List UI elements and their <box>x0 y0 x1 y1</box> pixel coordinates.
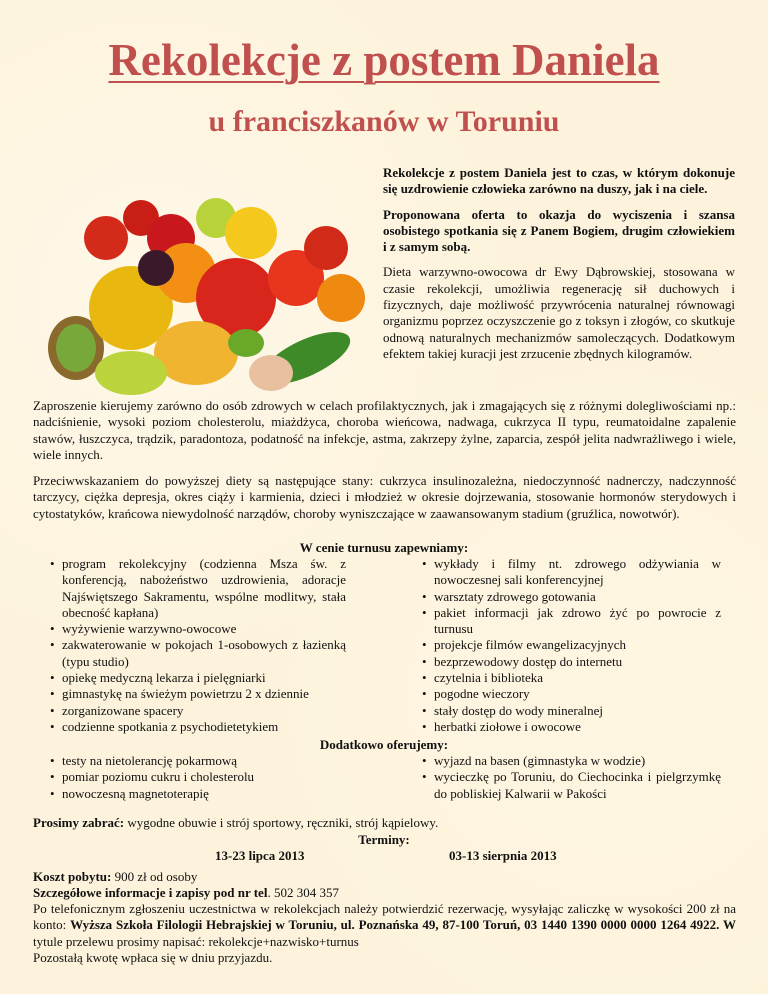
included-heading: W cenie turnusu zapewniamy: <box>299 540 469 555</box>
cost-line <box>33 869 197 885</box>
list-item: • wyżywienie warzywno-owocowe <box>48 621 346 637</box>
extra-list-right <box>420 753 721 802</box>
term-date-2: 03-13 sierpnia 2013 <box>449 848 557 863</box>
info-label: Szczegółowe informacje i zapisy pod nr tel <box>33 885 268 900</box>
invitation-paragraph: Zaproszenie kierujemy zarówno do osób zdrowych w celach profilaktycznych, jak i zmagających się z różnymi dolegliwościami np.: nadciśnienie, wysoki poziom cholesterolu, miażdżyca, choroba wieńcowa, nadwaga, cukrzyca II typu, reumatoidalne zapalenie stawów, łuszczyca, trądzik, paradontoza, podatność na infekcje, astma, zakrzepy żylne, zaparcia, zespół jelita nadwrażliwego i wiele, wiele innych. <box>33 398 736 463</box>
extra-list-left <box>48 753 346 802</box>
list-item: • projekcje filmów ewangelizacyjnych <box>420 637 721 653</box>
list-item: • stały dostęp do wody mineralnej <box>420 703 721 719</box>
payment-paragraph <box>33 901 736 950</box>
list-item: • wykłady i filmy nt. zdrowego odżywiania w nowoczesnej sali konferencyjnej <box>420 556 721 589</box>
list-item: • zakwaterowanie w pokojach 1-osobowych z łazienką (typu studio) <box>48 637 346 670</box>
intro-text <box>383 165 735 371</box>
list-item: • codzienne spotkania z psychodietetykiem <box>48 719 346 735</box>
orange-2 <box>317 274 365 322</box>
list-item: • pomiar poziomu cukru i cholesterolu <box>48 769 346 785</box>
list-item: • opiekę medyczną lekarza i pielęgniarki <box>48 670 346 686</box>
list-item: • pogodne wieczory <box>420 686 721 702</box>
terms-heading: Terminy: <box>358 832 410 847</box>
cost-text: 900 zł od osoby <box>111 869 198 884</box>
list-item: • wyjazd na basen (gimnastyka w wodzie) <box>420 753 721 769</box>
page-title: Rekolekcje z postem Daniela <box>108 35 660 85</box>
onion <box>249 355 293 391</box>
list-item: • herbatki ziołowe i owocowe <box>420 719 721 735</box>
tomato-2 <box>304 226 348 270</box>
info-phone: . 502 304 357 <box>267 885 339 900</box>
balance-line: Pozostałą kwotę wpłaca się w dniu przyjazdu. <box>33 950 273 965</box>
intro-paragraph-3: Dieta warzywno-owocowa dr Ewy Dąbrowskiej, stosowana w czasie rekolekcji, umożliwia regenerację sił duchowych i fizycznych, daje możliwość przywrócenia naturalnej równowagi organizmu poprzez oczyszczenie go z toksyn i złogów, co skutkuje odnową naturalnych mechanizmów samoleczących. Dodatkowym efektem takiej kuracji jest zrzucenie zbędnych kilogramów. <box>383 264 735 361</box>
page-subtitle: u franciszkanów w Toruniu <box>208 105 560 138</box>
intro-paragraph-2: Proponowana oferta to okazja do wyciszenia i szansa osobistego spotkania się z Panem Bogiem, drugim człowiekiem i z samym sobą. <box>383 206 735 255</box>
bring-text: wygodne obuwie i strój sportowy, ręczniki, strój kąpielowy. <box>124 815 439 830</box>
plum <box>138 250 174 286</box>
kiwi-slice <box>228 329 264 357</box>
term-date-1: 13-23 lipca 2013 <box>215 848 305 863</box>
lime <box>95 351 167 395</box>
info-line <box>33 885 339 901</box>
intro-paragraph-1: Rekolekcje z postem Daniela jest to czas, w którym dokonuje się uzdrowienie człowieka zarówno na duszy, jak i na ciele. <box>383 165 735 197</box>
list-item: • wycieczkę po Toruniu, do Ciechocinka i pielgrzymkę do pobliskiej Kalwarii w Pakości <box>420 769 721 802</box>
bring-line <box>33 815 438 831</box>
included-list-right <box>420 556 721 735</box>
tomato-1 <box>84 216 128 260</box>
fruits-vegetables-image <box>36 178 374 400</box>
list-item: • bezprzewodowy dostęp do internetu <box>420 654 721 670</box>
extra-heading: Dodatkowo oferujemy: <box>319 737 449 752</box>
lemon <box>225 207 277 259</box>
list-item: • pakiet informacji jak zdrowo żyć po powrocie z turnusu <box>420 605 721 638</box>
payment-text-1: Po telefonicznym zgłoszeniu uczestnictwa w rekolekcjach należy potwierdzić rezerwację, wysyłając zaliczkę w wysokości 200 zł na konto: <box>33 901 736 933</box>
list-item: • program rekolekcyjny (codzienna Msza św. z konferencją, nabożeństwo uzdrowienia, adoracje Najświętszego Sakramentu, wspólne modlitwy, stała obecność kapłana) <box>48 556 346 621</box>
list-item: • nowoczesną magnetoterapię <box>48 786 346 802</box>
list-item: • gimnastykę na świeżym powietrzu 2 x dziennie <box>48 686 346 702</box>
payment-text-2: tytule przelewu prosimy napisać: rekolekcje+nazwisko+turnus <box>33 933 359 949</box>
cost-label: Koszt pobytu: <box>33 869 112 884</box>
list-item: • testy na nietolerancję pokarmową <box>48 753 346 769</box>
list-item: • czytelnia i biblioteka <box>420 670 721 686</box>
payment-account: Wyższa Szkoła Filologii Hebrajskiej w Toruniu, ul. Poznańska 49, 87-100 Toruń, 03 1440 1390 0000 0000 1264 4922. W <box>70 917 736 933</box>
contraindications-paragraph: Przeciwwskazaniem do powyższej diety są następujące stany: cukrzyca insulinozależna, niedoczynność nadnerczy, nadczynność tarczycy, ciężka depresja, okres ciąży i karmienia, dzieci i młodzież w okresie dojrzewania, stosowanie hormonów sterydowych i cytostatyków, krańcowa niewydolność narządów, choroby wyniszczające w zaawansowanym stadium (gruźlica, nowotwór). <box>33 473 736 521</box>
bring-label: Prosimy zabrać: <box>33 815 125 830</box>
list-item: • warsztaty zdrowego gotowania <box>420 589 721 605</box>
included-list-left <box>48 556 346 735</box>
list-item: • zorganizowane spacery <box>48 703 346 719</box>
